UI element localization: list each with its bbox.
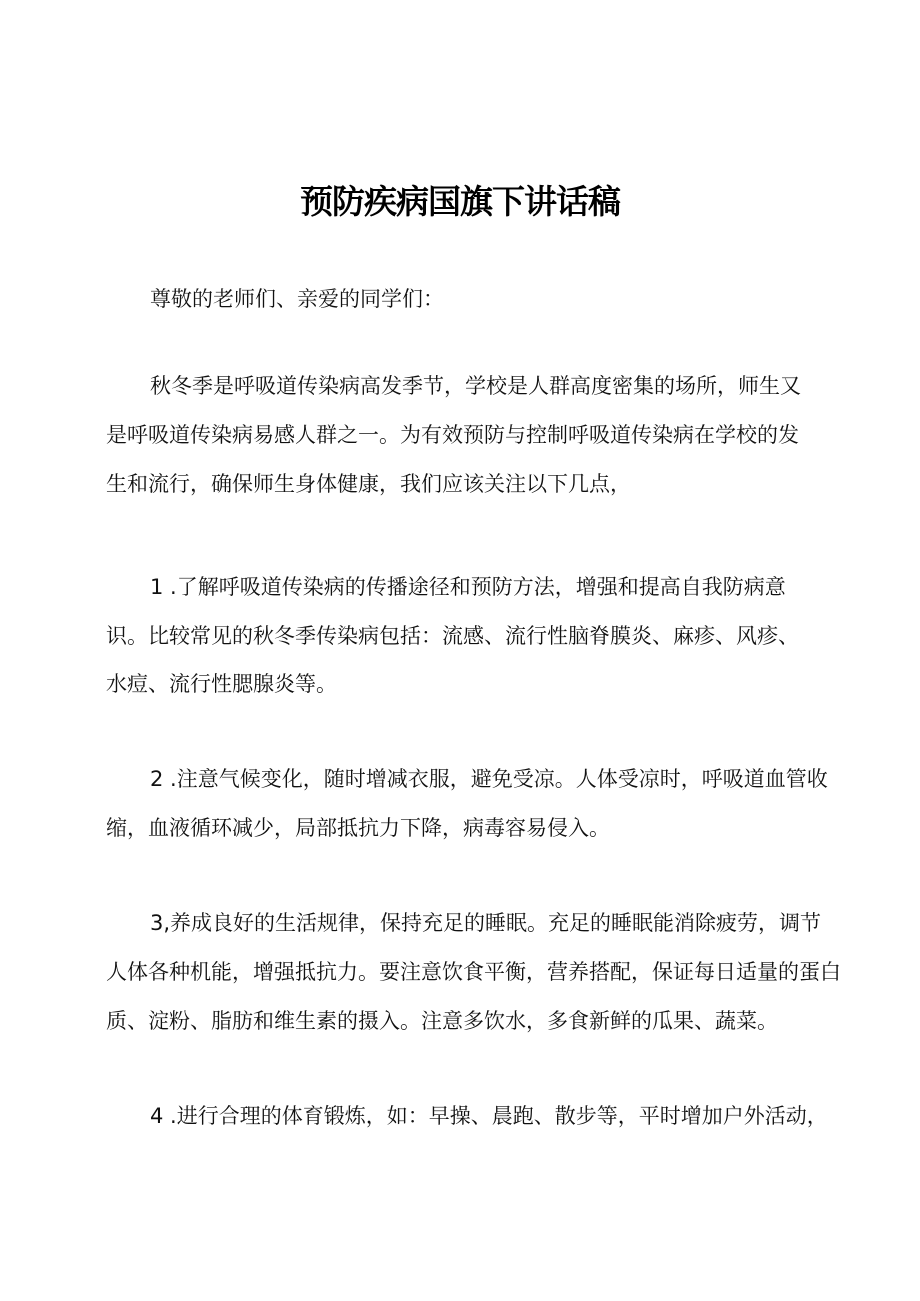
intro-line-2: 是呼吸道传染病易感人群之一。为有效预防与控制呼吸道传染病在学校的发 — [106, 423, 799, 447]
point1-line-2: 识。比较常见的秋冬季传染病包括：流感、流行性脑脊膜炎、麻疹、风疹、 — [106, 624, 799, 648]
point3-line-2: 人体各种机能，增强抵抗力。要注意饮食平衡，营养搭配，保证每日适量的蛋白 — [106, 960, 841, 984]
point1-line-3: 水痘、流行性腮腺炎等。 — [106, 672, 337, 696]
intro-line-1: 秋冬季是呼吸道传染病高发季节，学校是人群高度密集的场所，师生又 — [150, 374, 801, 398]
point3-line-1: 3,养成良好的生活规律，保持充足的睡眠。充足的睡眠能消除疲劳，调节 — [150, 911, 822, 935]
page-title: 预防疾病国旗下讲话稿 — [300, 182, 620, 221]
point4-line-1: 4 .进行合理的体育锻炼，如：早操、晨跑、散步等，平时增加户外活动， — [150, 1104, 828, 1128]
salutation: 尊敬的老师们、亲爱的同学们： — [150, 287, 444, 311]
point2-line-2: 缩，血液循环减少，局部抵抗力下降，病毒容易侵入。 — [106, 816, 610, 840]
point3-line-3: 质、淀粉、脂肪和维生素的摄入。注意多饮水，多食新鲜的瓜果、蔬菜。 — [106, 1009, 778, 1033]
point2-line-1: 2 .注意气候变化，随时增减衣服，避免受凉。人体受凉时，呼吸道血管收 — [150, 767, 828, 791]
point1-line-1: 1 .了解呼吸道传染病的传播途径和预防方法，增强和提高自我防病意 — [150, 575, 786, 599]
intro-line-3: 生和流行，确保师生身体健康，我们应该关注以下几点， — [106, 472, 631, 496]
